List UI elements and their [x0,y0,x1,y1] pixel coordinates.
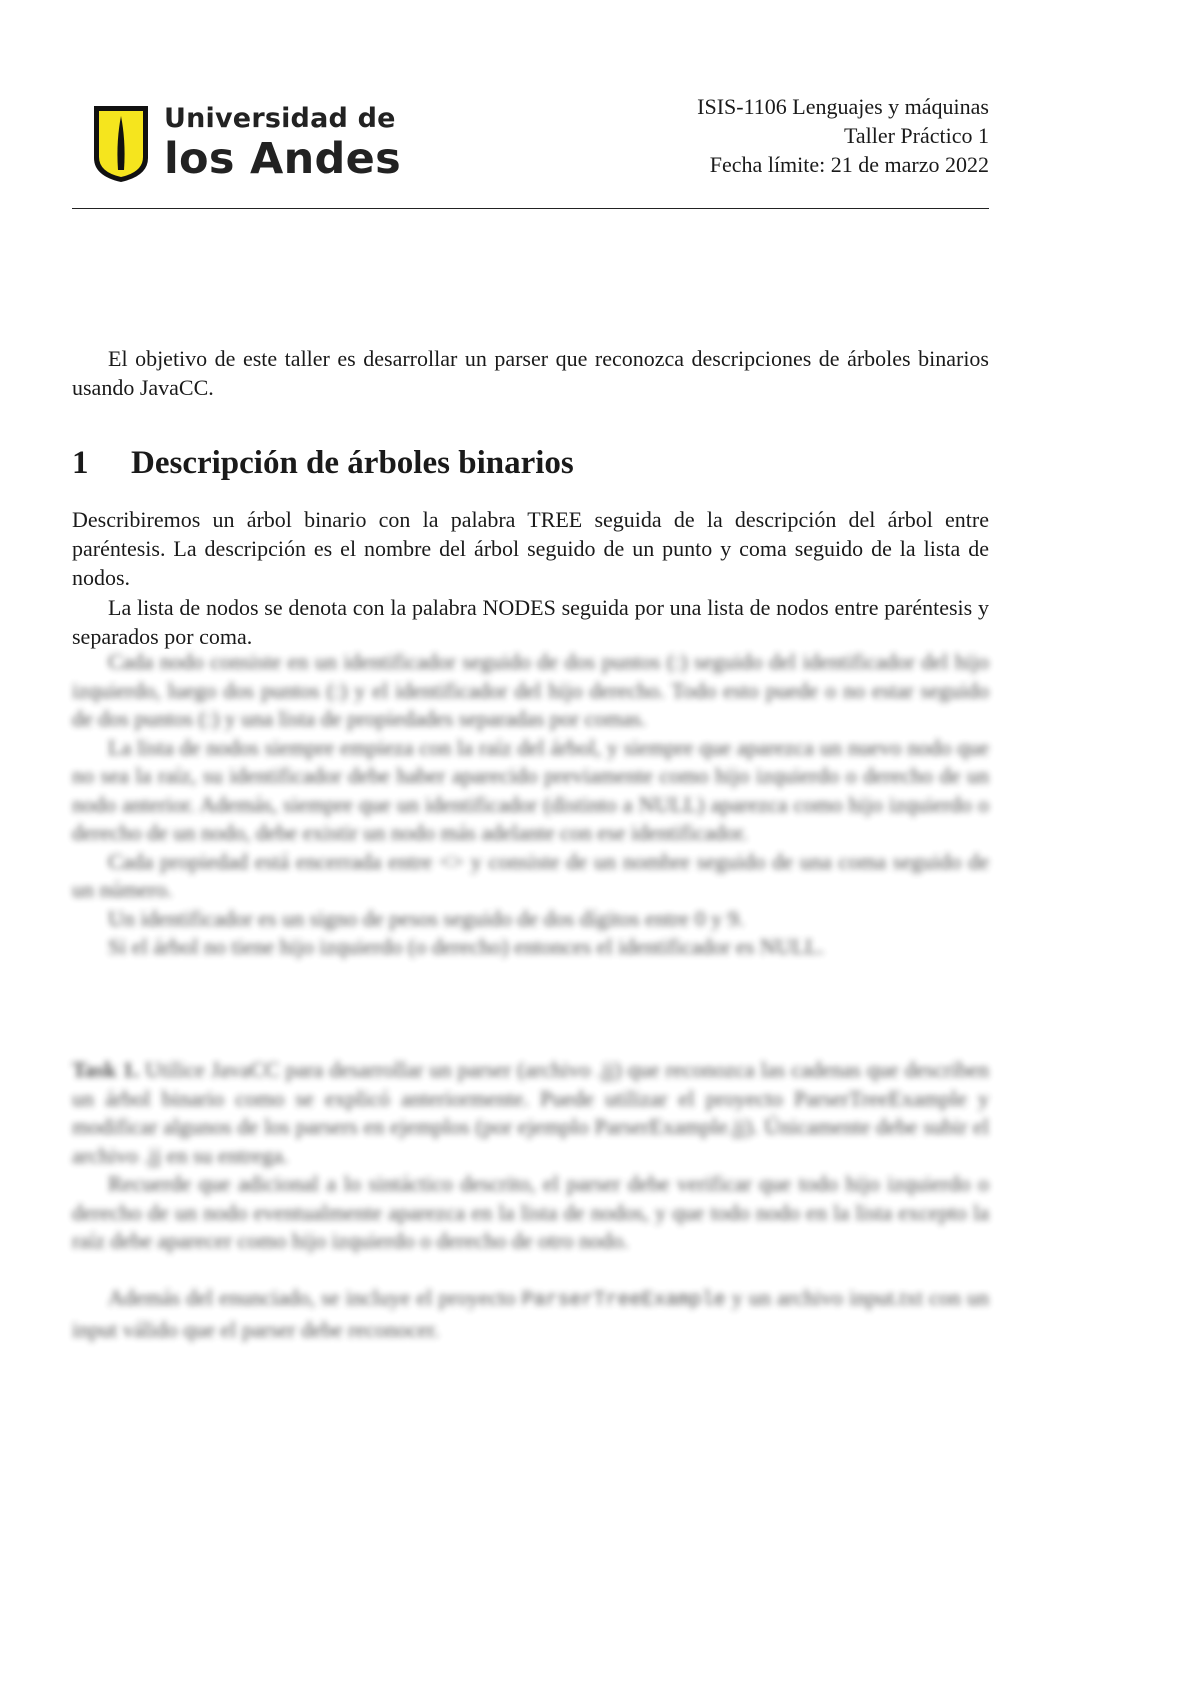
blurred-paragraph-6: Un identificador es un signo de pesos seguido de dos dígitos entre 0 y 9. [108,905,745,931]
section-paragraph-1: Describiremos un árbol binario con la palabra TREE seguida de la descripción del árbol entre paréntesis. La descripción es el nombre del árbol seguido de un punto y coma seguido de la lista de nodos. [72,507,989,590]
blurred-paragraph-5: Cada propiedad está encerrada entre <> y consiste de un nombre seguido de una coma seguido de un número. [72,848,989,902]
header-divider [72,208,989,209]
section-number: 1 [72,445,89,481]
blurred-task [72,1056,989,1256]
intro-paragraph: El objetivo de este taller es desarrollar un parser que reconozca descripciones de árboles binarios usando JavaCC. [72,346,989,400]
task-label: Task 1. [72,1057,139,1082]
header-info [697,92,989,179]
section-heading [72,443,574,483]
blurred-paragraph-7: Si el árbol no tiene hijo izquierdo (o derecho) entonces el identificador es NULL. [108,934,824,959]
blurred-section-content [72,648,989,962]
section-paragraph-2: La lista de nodos se denota con la palabra NODES seguida por una lista de nodos entre paréntesis y separados por coma. [72,595,989,649]
deadline: Fecha límite: 21 de marzo 2022 [709,152,989,177]
logo-wordmark [164,102,401,182]
closing-text-after: y un archivo input.txt con un input válido que el parser debe reconocer. [72,1285,990,1342]
task-paragraph [72,1056,989,1170]
closing-paragraph [72,1284,989,1344]
task-paragraph-2: Recuerde que adicional a lo sintáctico descrito, el parser debe verificar que todo hijo izquierdo o derecho de un nodo eventualmente aparezca en la lista de nodos, y que todo nodo en la lista excepto la raíz debe aparecer como hijo izquierdo o derecho de otro nodo. [72,1171,989,1253]
blurred-paragraph-3: Cada nodo consiste en un identificador seguido de dos puntos (:) seguido del identificador del hijo izquierdo, luego dos puntos (:) y el identificador del hijo derecho. Todo esto puede o no estar seguido de dos puntos (:) y una lista de propiedades separadas por comas. [72,649,989,731]
logo-line-1: Universidad de [164,103,396,134]
logo-line-2: los Andes [164,134,401,184]
logo-shield-icon [92,102,150,184]
blurred-paragraph-4: La lista de nodos siempre empieza con la raíz del árbol, y siempre que aparezca un nuevo nodo que no sea la raíz, su identificador debe haber aparecido previamente como hijo izquierdo o derecho de un nodo anterior. Además, siempre que un identificador (distinto a NULL) aparezca como hijo izquierdo o derecho de un nodo, debe existir un nodo más adelante con ese identificador. [72,734,989,845]
assignment-title: Taller Práctico 1 [843,123,989,148]
university-logo [92,102,401,184]
blurred-closing [72,1284,989,1344]
course-code: ISIS-1106 Lenguajes y máquinas [697,94,989,119]
section-title: Descripción de árboles binarios [131,445,574,481]
task-text: Utilice JavaCC para desarrollar un parser (archivo .jj) que reconozca las cadenas que describen un árbol binario como se explicó anteriormente. Puede utilizar el proyecto ParserTreeExample y modificar algunos de los parsers en ejemplos (por ejemplo ParserExample.jj). Únicamente debe subir el archivo .jj en su entrega. [72,1057,989,1168]
closing-text-before: Además del enunciado, se incluye el proyecto [108,1285,516,1310]
closing-project: ParserTreeExample [521,1289,726,1312]
